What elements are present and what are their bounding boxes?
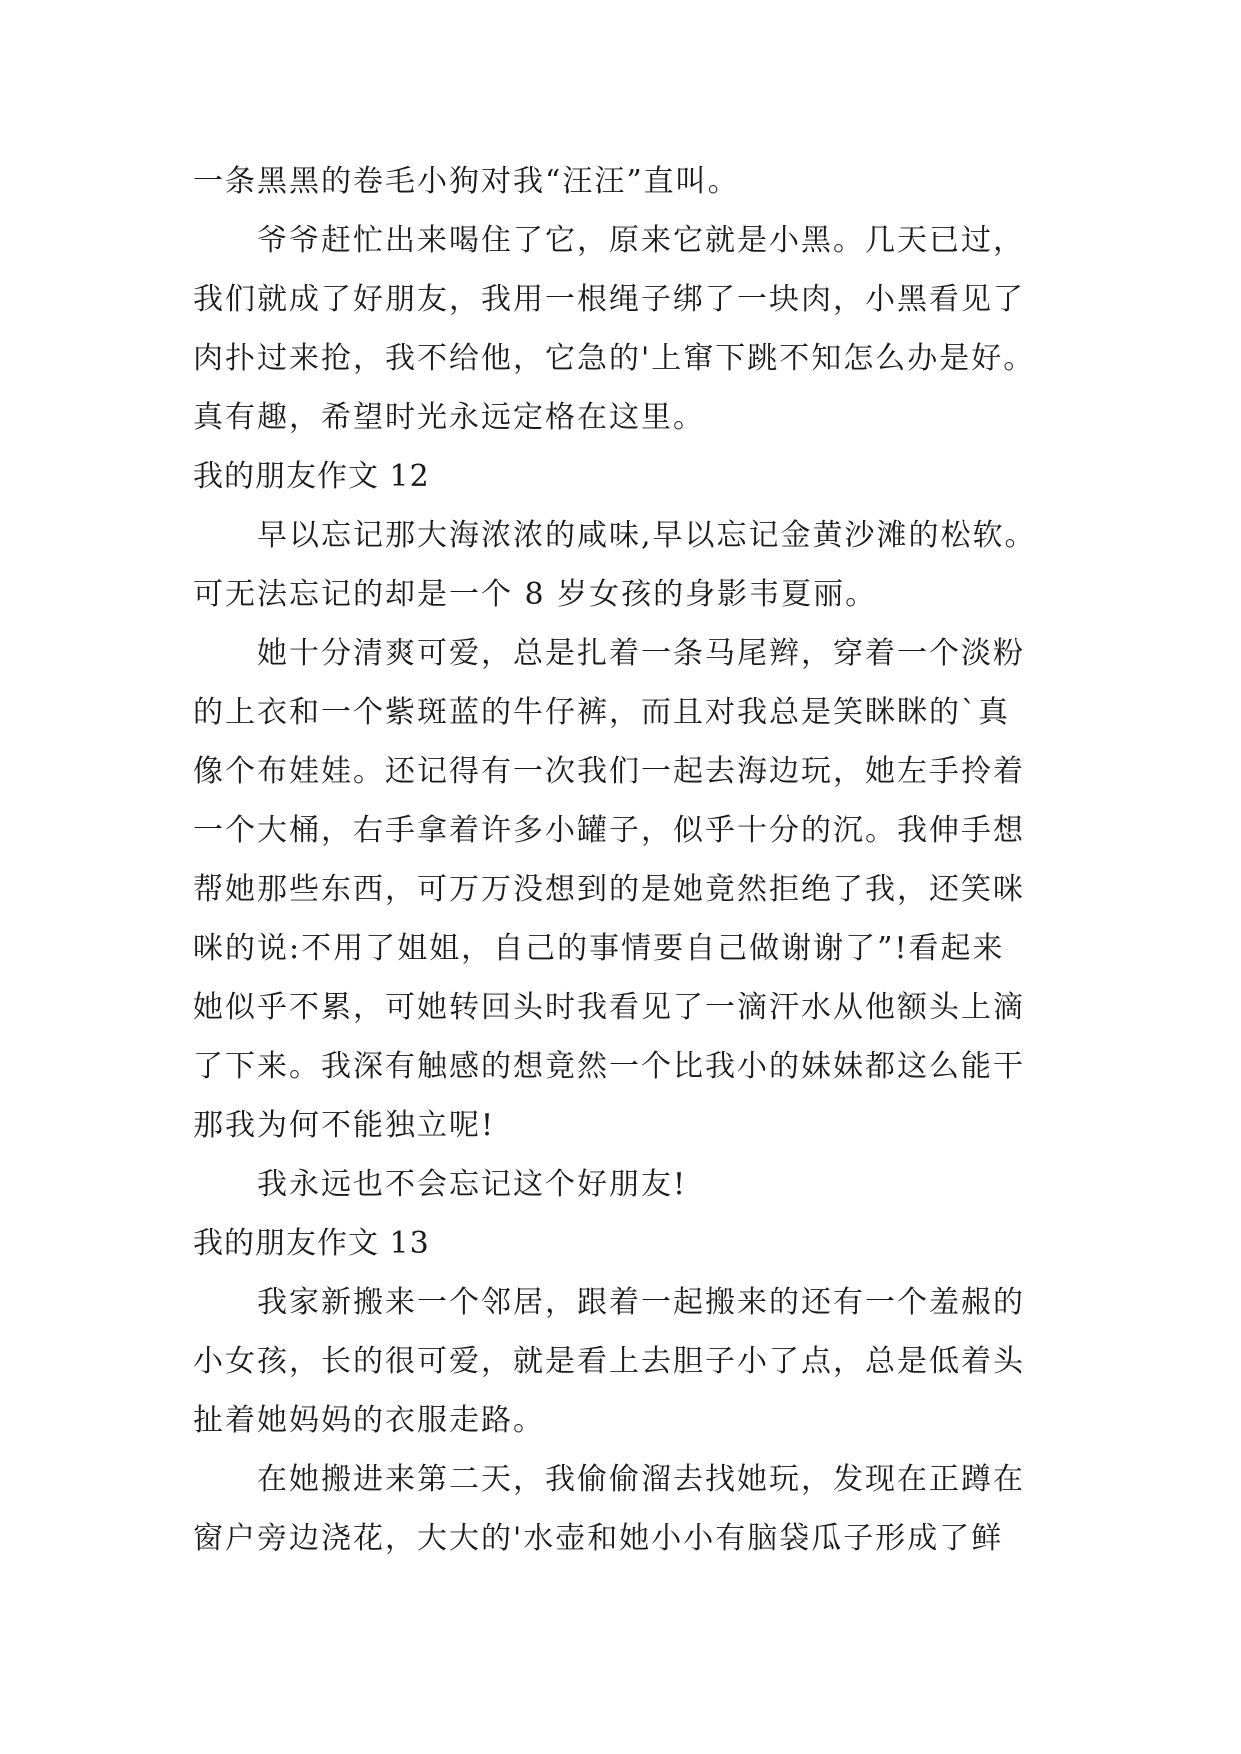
text-line: 我们就成了好朋友，我用一根绳子绑了一块肉，小黑看见了: [193, 282, 1025, 317]
text-line: 的上衣和一个紫斑蓝的牛仔裤，而且对我总是笑眯眯的`真: [193, 695, 1010, 730]
paragraph-start-line: 她十分清爽可爱，总是扎着一条马尾辫，穿着一个淡粉: [257, 636, 1025, 671]
section-heading: 我的朋友作文 13: [193, 1226, 430, 1261]
text-line: 窗户旁边浇花，大大的'水壶和她小小有脑袋瓜子形成了鲜: [193, 1521, 1004, 1556]
text-line: 扯着她妈妈的衣服走路。: [193, 1403, 545, 1438]
paragraph-start-line: 在她搬进来第二天，我偷偷溜去找她玩，发现在正蹲在: [257, 1462, 1025, 1497]
text-line: 咪的说:不用了姐姐，自己的事情要自己做谢谢了”!看起来: [193, 931, 1005, 966]
text-line: 一个大桶，右手拿着许多小罐子，似乎十分的沉。我伸手想: [193, 813, 1025, 848]
text-line: 一条黑黑的卷毛小狗对我“汪汪”直叫。: [193, 164, 740, 199]
text-line: 那我为何不能独立呢!: [193, 1108, 496, 1143]
text-line: 了下来。我深有触感的想竟然一个比我小的妹妹都这么能干: [193, 1049, 1025, 1084]
text-line: 帮她那些东西，可万万没想到的是她竟然拒绝了我，还笑咪: [193, 872, 1025, 907]
paragraph-start-line: 爷爷赶忙出来喝住了它，原来它就是小黑。几天已过，: [257, 223, 1025, 258]
document-body: [193, 152, 1063, 1568]
paragraph-start-line: 我永远也不会忘记这个好朋友!: [257, 1167, 688, 1202]
section-heading: 我的朋友作文 12: [193, 459, 430, 494]
text-line: 肉扑过来抢，我不给他，它急的'上窜下跳不知怎么办是好。: [193, 341, 1036, 376]
text-line: 可无法忘记的却是一个 8 岁女孩的身影韦夏丽。: [193, 577, 878, 612]
text-line: 小女孩，长的很可爱，就是看上去胆子小了点，总是低着头: [193, 1344, 1025, 1379]
paragraph-start-line: 早以忘记那大海浓浓的咸味,早以忘记金黄沙滩的松软。: [257, 518, 1037, 553]
text-line: 真有趣，希望时光永远定格在这里。: [193, 400, 705, 435]
text-line: 像个布娃娃。还记得有一次我们一起去海边玩，她左手拎着: [193, 754, 1025, 789]
text-line: 她似乎不累，可她转回头时我看见了一滴汗水从他额头上滴: [193, 990, 1025, 1025]
paragraph-start-line: 我家新搬来一个邻居，跟着一起搬来的还有一个羞赧的: [257, 1285, 1025, 1320]
